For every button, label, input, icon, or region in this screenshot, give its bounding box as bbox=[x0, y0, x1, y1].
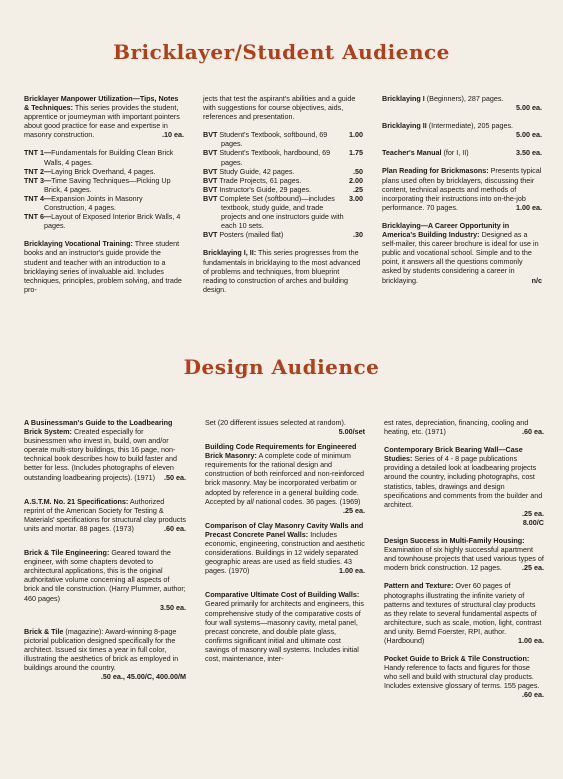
vocational-entry bbox=[24, 239, 184, 294]
bvt-item bbox=[203, 167, 363, 176]
entry-price: 5.00 ea. bbox=[516, 130, 542, 140]
tnt-item bbox=[24, 148, 184, 166]
top-column-1 bbox=[24, 94, 184, 303]
bvt-price: 1.00 bbox=[349, 130, 363, 140]
bvt-code: BVT bbox=[203, 193, 218, 203]
entry-price: 8.00/C bbox=[522, 517, 544, 527]
entry-price: .50 ea., 45.00/C, 400.00/M bbox=[100, 672, 186, 682]
entry-price: .25 ea. bbox=[343, 505, 365, 515]
tnt-code: TNT 1— bbox=[24, 148, 52, 158]
emphasis-text: all bbox=[246, 496, 254, 506]
bvt-code: BVT bbox=[203, 148, 218, 158]
entry-title: Bricklaying—A Career Opportunity in America's Building Industry: bbox=[382, 220, 510, 240]
bvt-code: BVT bbox=[203, 184, 218, 194]
astm-entry bbox=[24, 497, 186, 533]
tnt-item bbox=[24, 176, 184, 194]
bottom-column-1 bbox=[24, 418, 186, 690]
entry-title: Brick & Tile Engineering: bbox=[24, 548, 110, 558]
entry-text: Examination of six highly successful apartment and townhouse projects that used various types of modern brick construction. 12 pages. bbox=[384, 545, 544, 573]
bvt-item bbox=[203, 176, 363, 185]
entry-text: Presents typical plans used often by bricklayers, discussing their content, technical aspects and methods of incorporating their instructions into on-the-job performance. 70 pages. bbox=[382, 166, 542, 212]
entry-price: .60 ea. bbox=[522, 690, 544, 700]
entry-text: Geared primarily for architects and engineers, this comprehensive study of the comparative costs of four wall systems—masonry cavity, metal panel, precast concrete, and double plate glass, confirms significant initial and ultimate cost savings of masonry wall systems. Includes initial cost, maintenance, inter- bbox=[205, 599, 364, 663]
magazine-entry bbox=[24, 627, 186, 682]
entry-text: Series of 4 - 8 page publications providing a detailed look at loadbearing projects around the country, including photographs, cost statistics, tables, drawings and design specifications and comments from the builder and architect. bbox=[384, 454, 543, 509]
bvt-item bbox=[203, 194, 363, 230]
bvt-price: .50 bbox=[353, 166, 363, 176]
tnt-text: Fundamentals for Building Clean Brick Walls, 4 pages. bbox=[44, 148, 174, 167]
entry-price: 1.00 ea. bbox=[518, 635, 544, 645]
entry-text: Includes economic, engineering, construction and aesthetic considerations. Buildings in 12 widely separated geographic areas are used as field studies. 43 pages. (1970) bbox=[205, 529, 365, 576]
entry-title: Teacher's Manual bbox=[382, 148, 442, 158]
entry-title: Pattern and Texture: bbox=[384, 581, 454, 591]
entry-text: Three student books and an instructor's guide provide the student and teacher with an introduction to a bricklaying series of invaluable aid. Includes techniques, principles, problem solving, and trade pro- bbox=[24, 239, 182, 294]
entry-price: 1.00 ea. bbox=[516, 202, 542, 212]
bricklaying-1-entry bbox=[382, 94, 542, 112]
tnt-code: TNT 6— bbox=[24, 212, 52, 222]
entry-text: (Beginners), 287 pages. bbox=[426, 94, 504, 103]
entry-price: .25 ea. bbox=[522, 508, 544, 518]
entry-text: Over 60 pages of photographs illustrating the infinite variety of patterns and textures of structural clay products as they relate to several fundamental aspects of architecture, such as scale, motion, light, contrast and unity. Bernd Foerster, RPI, author. (Hardbound) bbox=[384, 581, 542, 645]
pocket-guide-entry bbox=[384, 654, 544, 700]
entry-text: est rates, depreciation, financing, cooling and heating, etc. (1971) bbox=[384, 418, 529, 437]
ultimate-cost-continuation bbox=[384, 418, 544, 436]
section-heading-design: Design Audience bbox=[183, 355, 380, 379]
plan-reading-entry bbox=[382, 166, 542, 211]
entry-text: Geared toward the engineer, with some chapters devoted to architectural applications, this is the original authoritative volume concerning all aspects of brick and tile construction. (Harry Plummer, author; 460 pages) bbox=[24, 548, 186, 603]
bricklaying-2-entry bbox=[382, 121, 542, 139]
vocational-continuation: jects that test the aspirant's abilities and a guide with suggestions for course objectives, aids, references and presentation. bbox=[203, 94, 356, 122]
entry-text: Handy reference to facts and figures for those who sell and build with structural clay products. Includes extensive glossary of terms. 155 pages. bbox=[384, 663, 540, 691]
contemporary-wall-entry bbox=[384, 445, 544, 527]
entry-text: Authorized reprint of the American Society for Testing & Materials' specifications for structural clay products units and mortar. 88 pages. (1973) bbox=[24, 496, 186, 533]
bvt-item bbox=[203, 148, 363, 166]
bvt-list bbox=[203, 130, 363, 239]
cavity-walls-entry bbox=[205, 521, 365, 576]
bvt-text: Complete Set (softbound)—includes textbook, study guide, and trade projects and one instructors guide with each 10 sets. bbox=[219, 193, 344, 231]
bvt-item bbox=[203, 185, 363, 194]
top-column-3 bbox=[382, 94, 542, 294]
bvt-text: Study Guide, 42 pages. bbox=[219, 166, 295, 176]
entry-text: This series progresses from the fundamentals in bricklaying to the most advanced of problems and techniques, from blueprint reading to construction of arches and building design. bbox=[203, 248, 361, 294]
bvt-code: BVT bbox=[203, 175, 218, 185]
entry-text: Set (20 different issues selected at random). bbox=[205, 418, 346, 427]
entry-title: Bricklaying I bbox=[382, 94, 425, 103]
tnt-code: TNT 4— bbox=[24, 193, 52, 203]
entry-text: This series provides the student, apprentice or journeyman with important pointers about good practice for ease and expertise in masonry construction. bbox=[24, 103, 180, 140]
entry-text: (magazine): Award-winning 8-page pictorial publication designed specifically for the architect. Issued six times a year in full color, illustrating the aesthetics of brick as employed in buildings around the country. bbox=[24, 626, 179, 673]
tile-engineering-entry bbox=[24, 548, 186, 612]
tnt-text: Laying Brick Overhand, 4 pages. bbox=[51, 166, 156, 176]
entry-text: (Intermediate), 205 pages. bbox=[428, 121, 514, 131]
entry-price: .25 ea. bbox=[522, 563, 544, 573]
tnt-text: Time Saving Techniques—Picking Up Brick, 4 pages. bbox=[44, 175, 171, 194]
bvt-price: .25 bbox=[353, 184, 363, 194]
bottom-column-2 bbox=[205, 418, 365, 672]
tnt-item bbox=[24, 167, 184, 176]
entry-price: 1.00 ea. bbox=[339, 566, 365, 576]
multifamily-housing-entry bbox=[384, 536, 544, 572]
section-heading-bricklayer: Bricklayer/Student Audience bbox=[113, 40, 450, 64]
tnt-text: Layout of Exposed Interior Brick Walls, 4 pages. bbox=[44, 212, 181, 231]
entry-text: (for I, II) bbox=[443, 148, 469, 158]
entry-price: .50 ea. bbox=[164, 472, 186, 482]
teacher-manual-entry bbox=[382, 148, 542, 157]
entry-title: Comparison of Clay Masonry Cavity Walls and Precast Concrete Panel Walls: bbox=[205, 520, 364, 539]
bvt-text: Posters (mailed flat) bbox=[219, 230, 284, 240]
manpower-entry bbox=[24, 94, 184, 139]
entry-text: Created especially for businessmen who invest in, build, own and/or operate multi-story buildings, this 16 page, non-technical book describes how to build faster and better for less. (Includes photographs of eleven outstanding loadbearing projects). (1971) bbox=[24, 427, 178, 482]
tnt-item bbox=[24, 194, 184, 212]
bvt-code: BVT bbox=[203, 230, 218, 240]
entry-title: Bricklaying I, II: bbox=[203, 248, 257, 258]
bvt-item bbox=[203, 130, 363, 148]
magazine-set-entry bbox=[205, 418, 365, 437]
ultimate-cost-entry bbox=[205, 590, 365, 663]
bvt-code: BVT bbox=[203, 166, 218, 176]
entry-price: 3.50 ea. bbox=[160, 602, 186, 612]
entry-title: A.S.T.M. No. 21 Specifications: bbox=[24, 496, 129, 506]
top-column-2 bbox=[203, 94, 363, 303]
tnt-text: Expansion Joints in Masonry Construction, 4 pages. bbox=[44, 193, 143, 213]
entry-text: national codes. 36 pages. (1969) bbox=[253, 496, 361, 506]
building-code-entry bbox=[205, 442, 365, 515]
entry-title: Design Success in Multi-Family Housing: bbox=[384, 536, 525, 546]
entry-price: 3.50 ea. bbox=[516, 148, 542, 158]
entry-price: 5.00/set bbox=[338, 427, 365, 437]
entry-price: .60 ea. bbox=[522, 427, 544, 437]
tnt-item bbox=[24, 212, 184, 230]
bvt-price: 3.00 bbox=[349, 193, 363, 203]
entry-title: Bricklaying Vocational Training: bbox=[24, 239, 133, 249]
bvt-price: .30 bbox=[353, 230, 363, 240]
entry-title: Bricklaying II bbox=[382, 121, 427, 131]
entry-price: .60 ea. bbox=[164, 523, 186, 533]
entry-title: Contemporary Brick Bearing Wall—Case Studies: bbox=[384, 445, 523, 464]
entry-title: Plan Reading for Brickmasons: bbox=[382, 166, 489, 176]
entry-text: A complete code of minimum requirements for the rational design and construction of both reinforced and non-reinforced brick masonry. May be incorporated verbatim or adopted by reference in a general building code. Accepted by bbox=[205, 451, 365, 506]
pattern-texture-entry bbox=[384, 581, 544, 645]
bricklaying-series-entry bbox=[203, 248, 363, 293]
career-entry bbox=[382, 221, 542, 285]
entry-price: 5.00 ea. bbox=[516, 103, 542, 113]
bvt-price: 1.75 bbox=[349, 148, 363, 158]
bvt-text: Instructor's Guide, 29 pages. bbox=[219, 184, 312, 194]
entry-title: Building Code Requirements for Engineered Brick Masonry: bbox=[205, 442, 357, 461]
bvt-code: BVT bbox=[203, 130, 218, 140]
bvt-text: Student's Textbook, hardbound, 69 pages. bbox=[219, 148, 331, 167]
bvt-price: 2.00 bbox=[349, 175, 363, 185]
entry-price: .10 ea. bbox=[162, 130, 184, 140]
entry-title: Pocket Guide to Brick & Tile Construction: bbox=[384, 654, 530, 664]
bvt-text: Trade Projects, 61 pages. bbox=[219, 175, 302, 185]
entry-title: Brick & Tile bbox=[24, 626, 64, 636]
tnt-code: TNT 2— bbox=[24, 166, 52, 176]
entry-title: Bricklayer Manpower Utilization—Tips, Notes & Techniques: bbox=[24, 94, 179, 113]
entry-price: n/c bbox=[531, 275, 542, 285]
businessman-guide-entry bbox=[24, 418, 186, 482]
tnt-list bbox=[24, 148, 184, 230]
bvt-item bbox=[203, 230, 363, 239]
entry-text: Designed as a self-mailer, this career brochure is ideal for use in public and vocational school. Simple and to the point, it answers all the questions commonly asked by students considering a career in bricklaying. bbox=[382, 230, 539, 285]
bottom-column-3 bbox=[384, 418, 544, 700]
bvt-text: Student's Textbook, softbound, 69 pages. bbox=[219, 130, 328, 149]
entry-title: Comparative Ultimate Cost of Building Walls: bbox=[205, 590, 360, 600]
entry-title: A Businessman's Guide to the Loadbearing Brick System: bbox=[24, 418, 173, 437]
tnt-code: TNT 3— bbox=[24, 175, 52, 185]
